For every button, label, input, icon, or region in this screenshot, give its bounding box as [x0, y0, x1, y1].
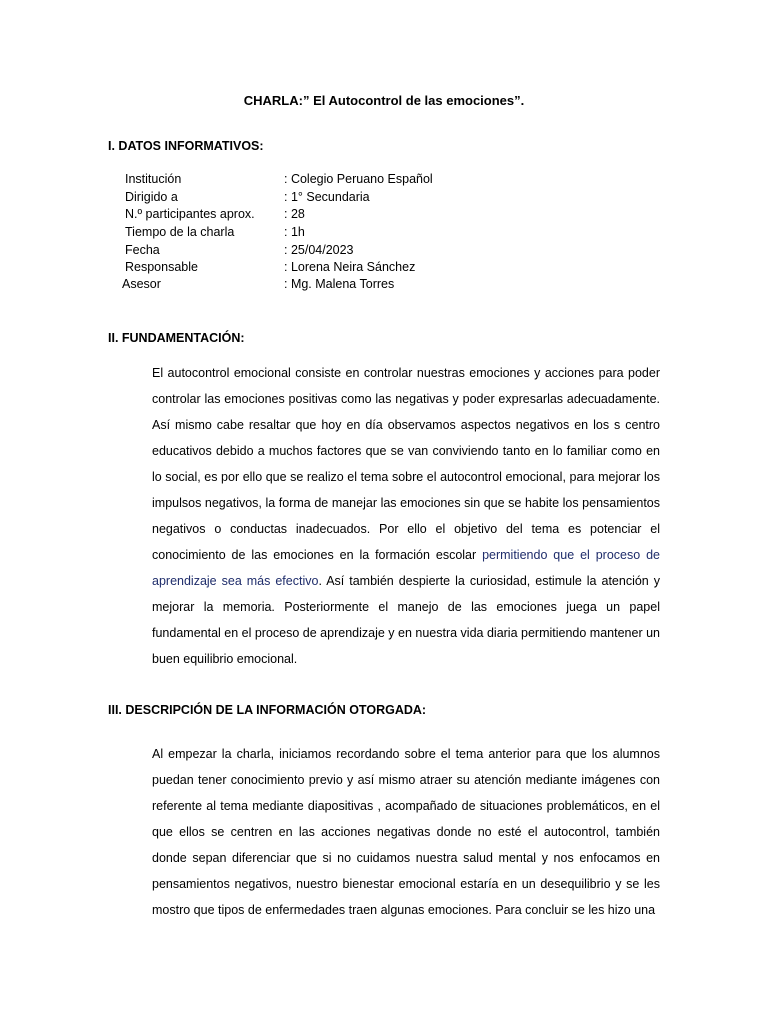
info-label: Fecha: [125, 243, 160, 257]
info-row: [0, 243, 768, 260]
info-value: : 1h: [284, 225, 305, 239]
info-value: : Lorena Neira Sánchez: [284, 260, 416, 274]
paragraph-text: . Así también despierte la curiosidad, estimule la atención y mejorar la memoria. Posteriormente el manejo de las emociones juega un papel fundamental en el proceso de aprendizaje y en nuestra vida diaria permitiendo mantener un buen equilibrio emocional.: [152, 574, 660, 666]
info-row: [0, 207, 768, 224]
highlighted-text: permitiendo que el proceso de aprendizaje sea más efectivo: [152, 548, 660, 588]
info-row: [0, 260, 768, 277]
info-label: N.º participantes aprox.: [125, 207, 255, 221]
info-value: : Colegio Peruano Español: [284, 172, 433, 186]
info-label: Dirigido a: [125, 190, 178, 204]
info-value: : 28: [284, 207, 305, 221]
descripcion-paragraph: Al empezar la charla, iniciamos recordando sobre el tema anterior para que los alumnos puedan tener conocimiento previo y así mismo atraer su atención mediante imágenes con referente al tema mediante diapositivas , acompañado de situaciones problemáticos, en el que ellos se centren en las acciones negativas donde no esté el autocontrol, también donde sepan diferenciar que si no cuidamos nuestra salud mental y nos enfocamos en pensamientos negativos, nuestro bienestar emocional estaría en un desequilibrio y se les mostro que tipos de enfermedades traen algunas emociones. Para concluir se les hizo una: [152, 747, 660, 917]
info-label: Institución: [125, 172, 182, 186]
info-row: [0, 225, 768, 242]
section-heading-fundamentacion: II. FUNDAMENTACIÓN:: [108, 331, 245, 345]
info-row: [0, 277, 768, 294]
info-row: [0, 172, 768, 189]
info-value: : 25/04/2023: [284, 243, 354, 257]
paragraph-text: El autocontrol emocional consiste en controlar nuestras emociones y acciones para poder controlar las emociones positivas como las negativas y poder expresarlas adecuadamente. Así mismo cabe resaltar que hoy en día observamos aspectos negativos en los s centro educativos debido a muchos factores que se van conviviendo tanto en lo familiar como en lo social, es por ello que se realizo el tema sobre el autocontrol emocional, para mejorar los impulsos negativos, la forma de manejar las emociones sin que se habite los pensamientos negativos o conductas inadecuados. Por ello el objetivo del tema es potenciar el conocimiento de las emociones en la formación escolar: [152, 366, 660, 562]
section-heading-descripcion: III. DESCRIPCIÓN DE LA INFORMACIÓN OTORGADA:: [108, 703, 427, 717]
fundamentacion-paragraph: [152, 360, 660, 672]
info-label: Asesor: [122, 277, 161, 291]
info-label: Responsable: [125, 260, 198, 274]
document-title: CHARLA:” El Autocontrol de las emociones”.: [243, 93, 525, 108]
section-heading-datos: I. DATOS INFORMATIVOS:: [108, 139, 264, 153]
info-value: : 1° Secundaria: [284, 190, 370, 204]
info-value: : Mg. Malena Torres: [284, 277, 395, 291]
info-row: [0, 190, 768, 207]
info-label: Tiempo de la charla: [125, 225, 235, 239]
